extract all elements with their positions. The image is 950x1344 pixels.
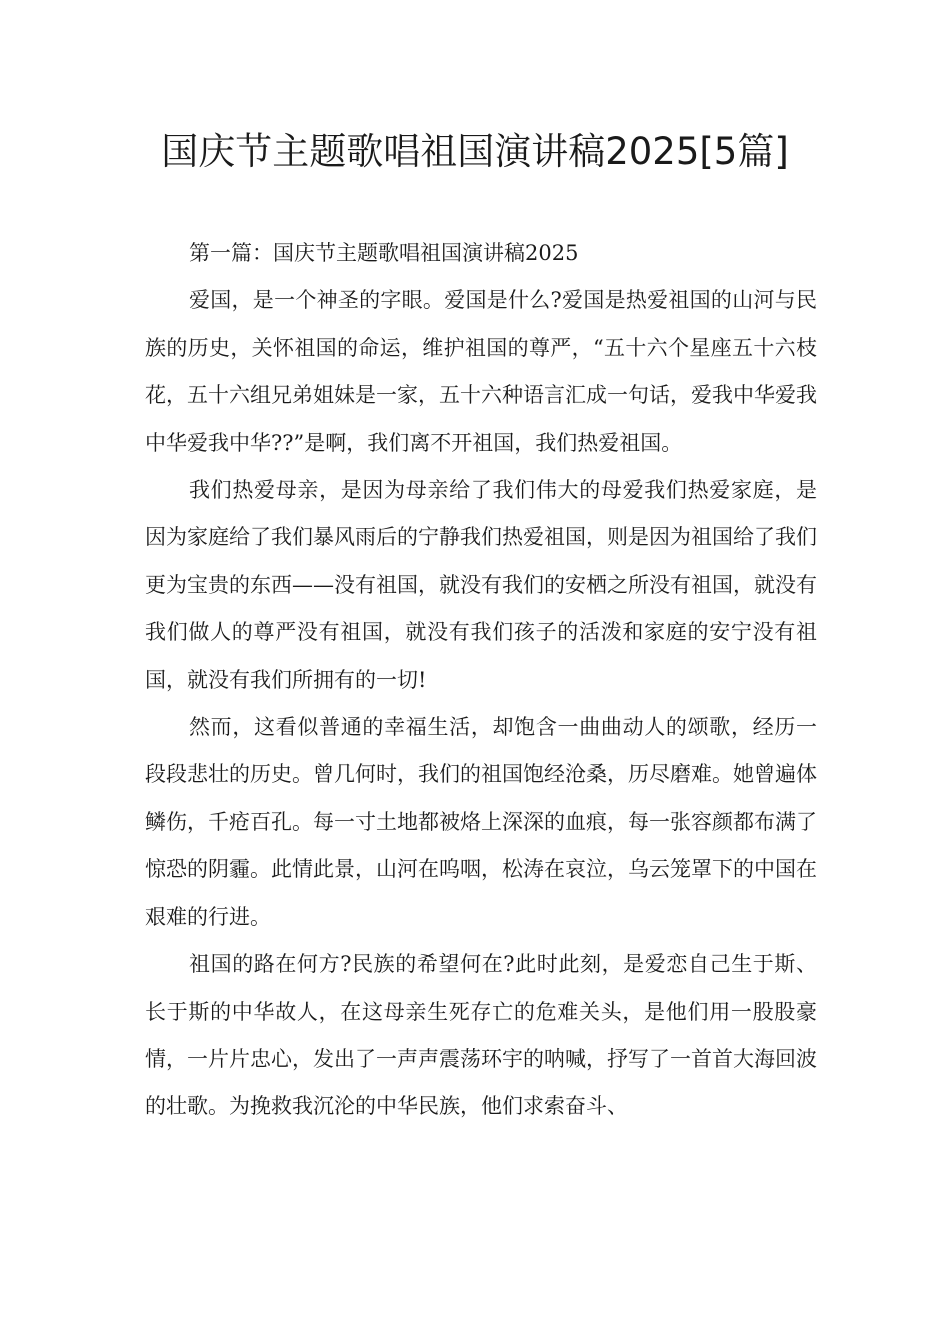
paragraph-1: 爱国，是一个神圣的字眼。爱国是什么?爱国是热爱祖国的山河与民族的历史，关怀祖国的命运，维护祖国的尊严，“五十六个星座五十六枝花，五十六组兄弟姐妹是一家，五十六种语言汇成一句话，爱我中华爱我中华爱我中华??”是啊，我们离不开祖国，我们热爱祖国。: [145, 288, 817, 455]
document-title: 国庆节主题歌唱祖国演讲稿2025[5篇]: [161, 130, 789, 173]
paragraph-4: 祖国的路在何方?民族的希望何在?此时此刻，是爱恋自己生于斯、长于斯的中华故人，在这母亲生死存亡的危难关头，是他们用一股股豪情，一片片忠心，发出了一声声震荡环宇的呐喊，抒写了一首首大海回波的壮歌。为挽救我沉沦的中华民族，他们求索奋斗、: [145, 952, 817, 1119]
paragraph-2: 我们热爱母亲，是因为母亲给了我们伟大的母爱我们热爱家庭，是因为家庭给了我们暴风雨后的宁静我们热爱祖国，则是因为祖国给了我们更为宝贵的东西——没有祖国，就没有我们的安栖之所没有祖国，就没有我们做人的尊严没有祖国，就没有我们孩子的活泼和家庭的安宁没有祖国，就没有我们所拥有的一切!: [145, 478, 817, 692]
section-heading: 第一篇：国庆节主题歌唱祖国演讲稿2025: [189, 241, 579, 265]
document-body: [145, 230, 817, 1131]
paragraph-3: 然而，这看似普通的幸福生活，却饱含一曲曲动人的颂歌，经历一段段悲壮的历史。曾几何时，我们的祖国饱经沧桑，历尽磨难。她曾遍体鳞伤，千疮百孔。每一寸土地都被烙上深深的血痕，每一张容颜都布满了惊恐的阴霾。此情此景，山河在呜咽，松涛在哀泣，乌云笼罩下的中国在艰难的行进。: [145, 715, 817, 929]
